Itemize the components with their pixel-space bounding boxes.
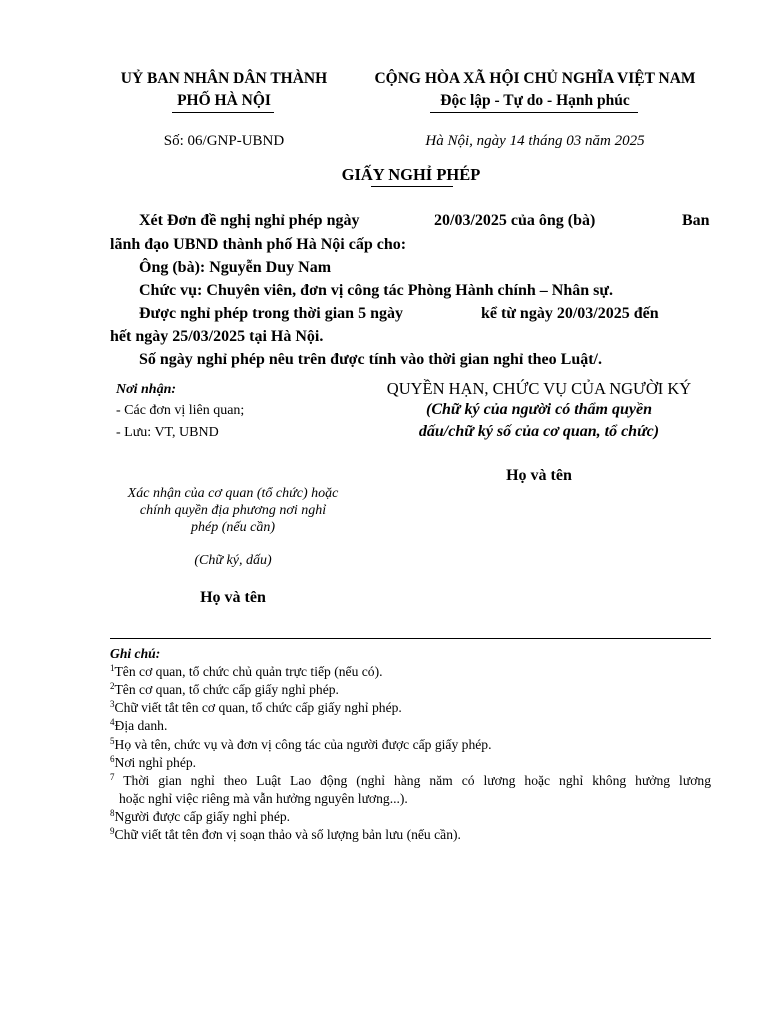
signer-note-line1: (Chữ ký của người có thẩm quyền (426, 401, 652, 418)
confirm-sign: (Chữ ký, dấu) (194, 553, 272, 568)
confirm-line3: phép (nếu cần) (191, 520, 275, 535)
recipient-item: - Lưu: VT, UBND (116, 425, 219, 440)
body-line2: lãnh đạo UBND thành phố Hà Nội cấp cho: (110, 236, 407, 253)
note-item: $^5$Họ và tên, chức vụ và đơn vị công tác của người được cấp giấy phép. (110, 736, 492, 752)
note-item: $^9$Chữ viết tắt tên đơn vị soạn thảo và số lượng bản lưu (nếu cần). (110, 826, 461, 842)
motto-underline (430, 112, 638, 113)
signer-name: Họ và tên (506, 467, 572, 484)
agency-name-line2: PHỐ HÀ NỘI (177, 92, 271, 109)
note-item-continued: hoặc nghỉ việc riêng mà vẫn hưởng nguyên lương...). (119, 791, 408, 806)
signer-note-line2: dấu/chữ ký số của cơ quan, tổ chức) (418, 423, 660, 440)
note-item: $^8$Người được cấp giấy nghỉ phép. (110, 808, 291, 824)
body-line6: hết ngày 25/03/2025 tại Hà Nội. (110, 328, 324, 345)
national-title: CỘNG HÒA XÃ HỘI CHỦ NGHĨA VIỆT NAM (374, 70, 696, 87)
document-title: GIẤY NGHỈ PHÉP (341, 165, 481, 184)
note-item: $^3$Chữ viết tắt tên cơ quan, tổ chức cấp giấy nghỉ phép. (110, 699, 402, 715)
document-number: Số: 06/GNP-UBND (163, 133, 285, 149)
confirm-line2: chính quyền địa phương nơi nghỉ (139, 503, 327, 518)
body-line5-part2: kể từ ngày 20/03/2025 đến (481, 305, 659, 322)
national-motto: Độc lập - Tự do - Hạnh phúc (440, 92, 630, 109)
confirm-name: Họ và tên (200, 589, 266, 606)
body-line1-part2: 20/03/2025 của ông (bà) (434, 212, 596, 229)
agency-underline (172, 112, 274, 113)
recipients-label: Nơi nhận: (116, 382, 177, 397)
note-item: $^2$Tên cơ quan, tổ chức cấp giấy nghỉ phép. (110, 681, 339, 697)
body-line5-part1: Được nghỉ phép trong thời gian 5 ngày (139, 305, 403, 322)
confirm-line1: Xác nhận của cơ quan (tổ chức) hoặc (127, 486, 339, 501)
notes-divider (110, 638, 711, 639)
agency-name-line1: UỶ BAN NHÂN DÂN THÀNH (120, 70, 328, 87)
title-underline (371, 186, 453, 187)
notes-label: Ghi chú: (110, 646, 161, 661)
note-item: $^4$Địa danh. (110, 717, 168, 733)
note-item: $^7$ Thời gian nghỉ theo Luật Lao động (nghỉ hàng năm có lương hoặc nghỉ không hưởng lương (110, 772, 711, 788)
signer-title: QUYỀN HẠN, CHỨC VỤ CỦA NGƯỜI KÝ (386, 379, 692, 398)
note-item: $^1$Tên cơ quan, tổ chức chủ quản trực tiếp (nếu có). (110, 663, 383, 679)
body-position: Chức vụ: Chuyên viên, đơn vị công tác Phòng Hành chính – Nhân sự. (139, 282, 613, 299)
place-date: Hà Nội, ngày 14 tháng 03 năm 2025 (425, 133, 645, 149)
note-item: $^6$Nơi nghỉ phép. (110, 754, 197, 770)
body-employee-name: Ông (bà): Nguyễn Duy Nam (139, 259, 332, 276)
body-line1-part1: Xét Đơn đề nghị nghỉ phép ngày (139, 212, 360, 229)
body-line7: Số ngày nghỉ phép nêu trên được tính vào thời gian nghỉ theo Luật/. (139, 351, 602, 368)
body-line1-part3: Ban (682, 212, 710, 229)
recipient-item: - Các đơn vị liên quan; (116, 403, 245, 418)
